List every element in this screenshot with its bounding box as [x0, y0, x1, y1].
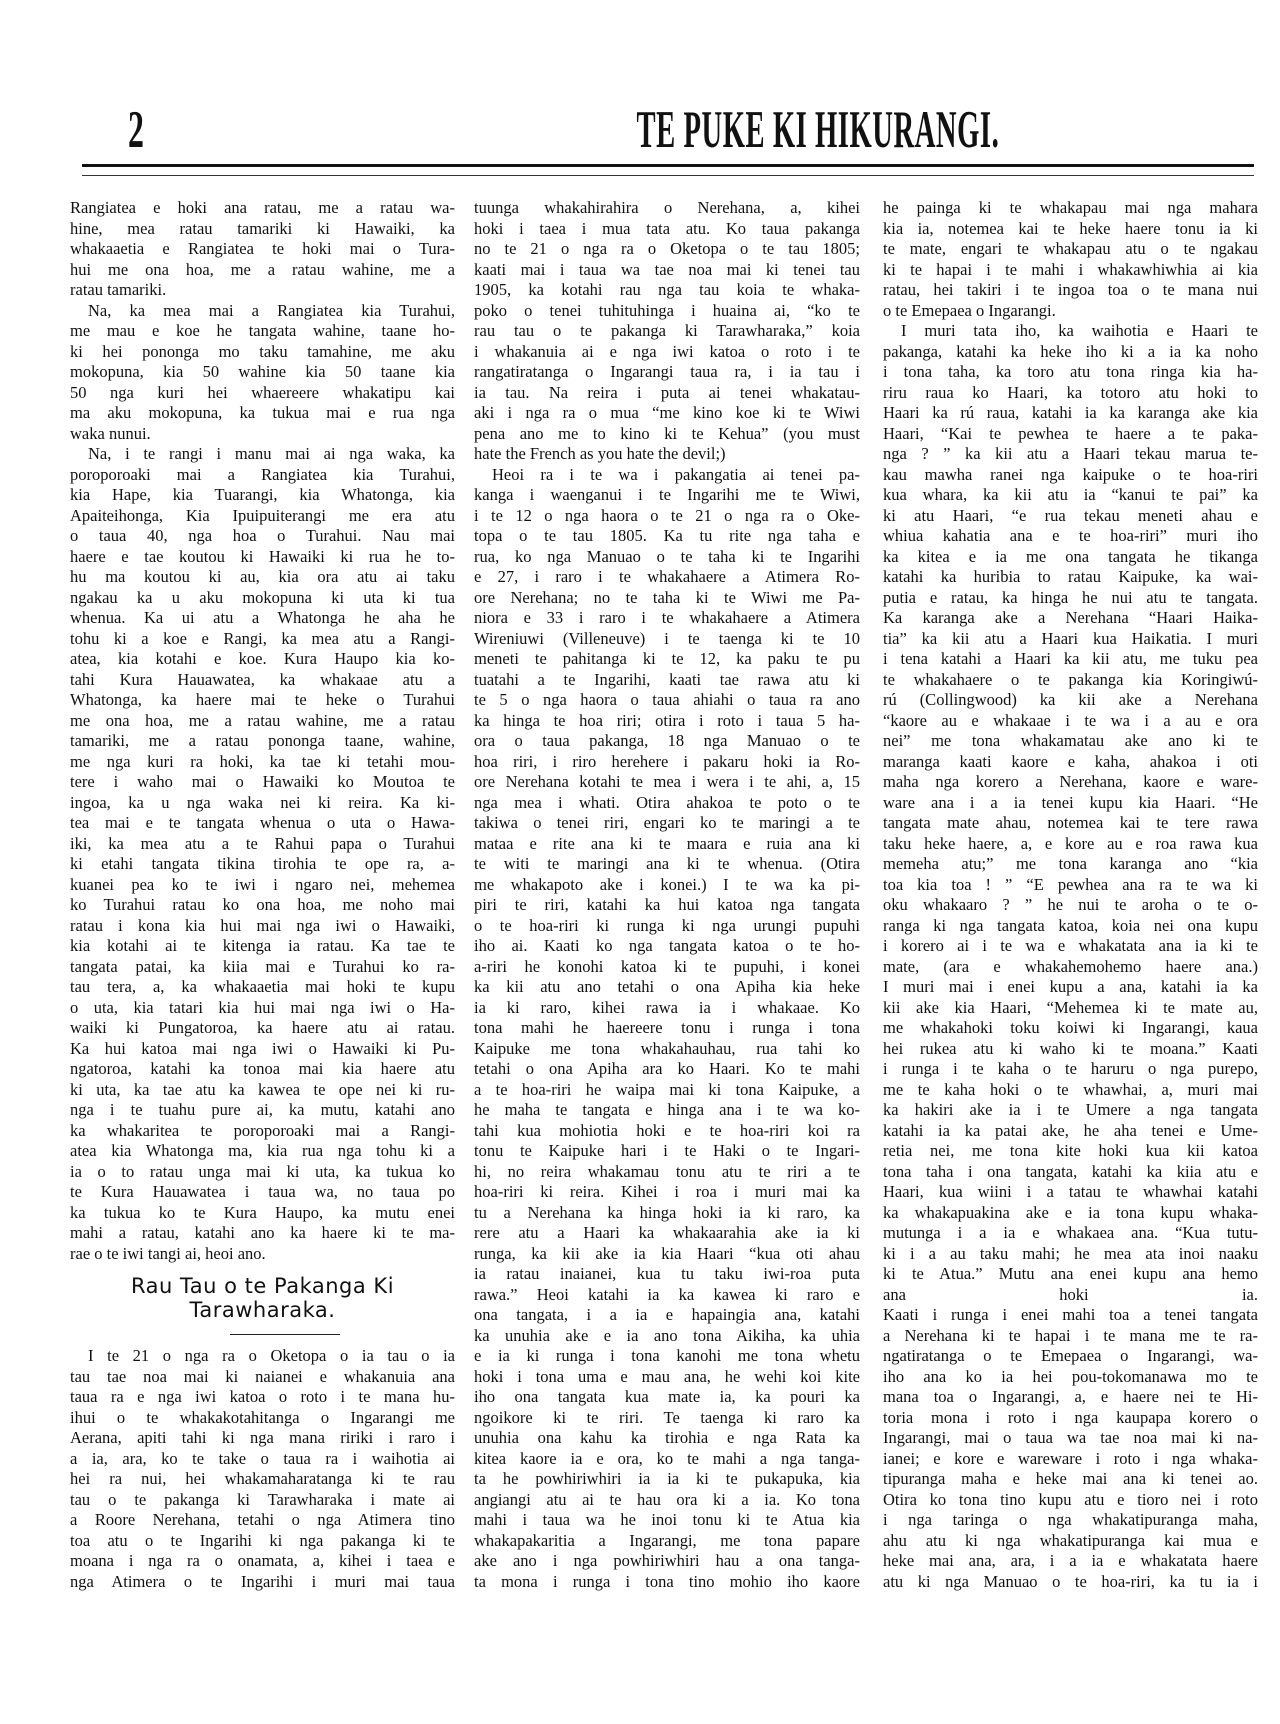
text-line: tuunga whakahirahira o Nerehana, a, kihei: [474, 198, 860, 217]
text-line: ratau i kona kia hui mai nga iwi o Hawaiki,: [70, 915, 455, 935]
text-line: tamariki, me a ratau pononga taane, wahine,: [70, 731, 455, 750]
text-line: tona taha i ona tangata, katahi ka kiia atu e: [883, 1161, 1258, 1181]
text-line: ka whakaritea te poroporoaki mai a Rangi-: [70, 1120, 455, 1140]
text-line: kanga i waenganui i te Ingarihi me te Wiwi,: [474, 485, 860, 504]
paragraph: [70, 198, 455, 301]
text-line: i korero ai i te wa e whakatata ana ia ki te: [883, 936, 1258, 955]
text-line: hoa riri, i riro herehere i pakaru hoki ia Ro-: [474, 751, 860, 771]
text-line: me te kaha hoki o te whawhai, a, muri mai: [883, 1079, 1258, 1099]
text-line: toria mona i roto i nga kaupapa korero o: [883, 1407, 1258, 1427]
text-line: ki atu Haari, “e rua tekau meneti ahau e: [883, 505, 1258, 525]
text-line: I muri mai i enei kupu a ana, katahi ia ka: [883, 977, 1258, 996]
text-line: ratau tamariki.: [70, 280, 167, 299]
text-line: mate, (ara e whakahemohemo haere ana.): [883, 956, 1258, 976]
text-line: ki i a au taku mahi; he mea ata inoi naaku: [883, 1243, 1258, 1263]
text-line: nga mea i whati. Otira ahakoa te poto o te: [474, 792, 860, 812]
text-line: ingoa, ka u nga waka nei ki reira. Ka ki-: [70, 792, 455, 812]
paragraph: [70, 301, 455, 445]
text-line: atea, kia kotahi e koe. Kura Haupo kia ko-: [70, 649, 455, 668]
text-line: ia o to ratau unga mai ki uta, ka tukua ko: [70, 1161, 455, 1181]
text-line: 1905, ka kotahi rau nga tau koia te whaka-: [474, 280, 860, 299]
text-line: maranga kaati kaore e kaha, ahakoa i oti: [883, 751, 1258, 771]
text-line: i whakanuia ai e nga iwi katoa o roto i te: [474, 341, 860, 361]
text-line: rú (Collingwood) ka kii ake a Nerehana: [883, 690, 1258, 709]
text-line: ware ana i a ia tenei kupu kia Haari. “He: [883, 792, 1258, 812]
text-line: ka kitea e ia me ona tangata he tikanga: [883, 546, 1258, 566]
text-line: takiwa o tenei riri, engari ko te maringi a te: [474, 813, 860, 832]
text-line: Otira ko tona tino kupu atu e tioro nei i roto: [883, 1489, 1258, 1509]
text-line: aki i nga ra o mua “me kino koe ki te Wiwi: [474, 403, 860, 422]
text-line: ia ki raro, kihei rawa ia i whakaae. Ko: [474, 997, 860, 1017]
text-line: a-riri he konohi katoa ki te pupuhi, i konei: [474, 956, 860, 976]
text-line: ihui o te whakakotahitanga o Ingarangi me: [70, 1407, 455, 1427]
text-line: nga ? ” ka kii atu a Haari tekau marua te-: [883, 444, 1258, 463]
text-line: riru raua ko Haari, ka totoro atu hoki to: [883, 382, 1258, 402]
text-line: ki uta, ka tae atu ka kawea te ope nei ki ru-: [70, 1079, 455, 1099]
text-line: tea mai e te tangata whenua o uta o Hawa-: [70, 813, 455, 832]
text-line: topa o te tau 1805. Ka tu rite nga taha e: [474, 526, 860, 545]
paragraph: [883, 321, 1258, 1592]
text-line: retia nei, me tona kite hoki kua kii katoa: [883, 1141, 1258, 1160]
text-line: mana toa o Ingarangi, a, e haere nei te Hi-: [883, 1387, 1258, 1406]
text-line: waiki ki Pungatoroa, ka haere atu ai ratau.: [70, 1018, 455, 1037]
text-line: ka hakiri ake ia i te Umere a nga tangata: [883, 1100, 1258, 1119]
text-line: hoki i taea i mua tata atu. Ko taua pakanga: [474, 218, 860, 238]
text-line: katahi ia ka patai ake, he aha tenei e Ume-: [883, 1120, 1258, 1140]
text-line: Haari, “Kai te pewhea te haere a te paka-: [883, 423, 1258, 443]
text-line: tetahi o ona Apiha ara ko Haari. Ko te mahi: [474, 1059, 860, 1078]
text-line: ki hei pononga mo taku tamahine, me aku: [70, 341, 455, 361]
text-line: kaati mai i taua wa tae noa mai ki tenei tau: [474, 259, 860, 279]
text-line: iki, ka mea atu a te Rahui papa o Turahui: [70, 833, 455, 853]
article-heading-line-1: Rau Tau o te Pakanga Ki: [130, 1274, 395, 1298]
text-line: e ia ki runga i tona kanohi me tona whetu: [474, 1346, 860, 1365]
text-line: ranga ki nga tangata katoa, koia nei ona kupu: [883, 915, 1258, 935]
text-line: Ingarangi, mai o taua wa tae noa mai ki na-: [883, 1428, 1258, 1447]
text-line: hei rukea atu ki waho ki te moana.” Kaati: [883, 1038, 1258, 1058]
text-line: he painga ki te whakapau mai nga mahara: [883, 198, 1258, 217]
text-line: hoki i tona uma e mau ana, he wehi koi kite: [474, 1366, 860, 1386]
text-line: tia” ka kii atu a Haari kua Haikatia. I muri: [883, 628, 1258, 648]
text-line: hine, mea ratau tamariki ki Hawaiki, ka: [70, 218, 455, 238]
text-line: me ona hoa, me a ratau wahine, me a ratau: [70, 710, 455, 730]
text-line: ki etahi tangata tikina tirohia te ope ra, a-: [70, 854, 455, 873]
text-line: putia e ratau, ka hinga he nui atu te tangata.: [883, 587, 1258, 607]
page-number: 2: [128, 101, 144, 159]
text-line: Kaipuke me tona whakahauhau, rua tahi ko: [474, 1038, 860, 1058]
text-line: nei” me tona whakamatau ake ano ki te: [883, 731, 1258, 750]
text-line: ora o taua pakanga, 18 nga Manuao o te: [474, 731, 860, 750]
text-line: I te 21 o nga ra o Oketopa o ia tau o ia: [88, 1346, 455, 1365]
text-line: ka whakapuakina ake e ia tona kupu whaka-: [883, 1202, 1258, 1222]
text-line: tangata mate ahau, notemea kai te tere rawa: [883, 813, 1258, 832]
text-line: hu ma koutou ki au, kia ora atu ai taku: [70, 567, 455, 586]
text-line: Whatonga, ka haere mai te heke o Turahui: [70, 690, 455, 709]
text-line: i nga taringa o nga whakatipuranga maha,: [883, 1510, 1258, 1529]
text-line: meneti te pahitanga ki te 12, ka paku te pu: [474, 649, 860, 668]
text-line: hate the French as you hate the devil;): [474, 444, 726, 463]
text-line: katahi ka huribia to ratau Kaipuke, ka wai-: [883, 567, 1258, 586]
text-line: moana i nga ra o onamata, a, kihei i taea e: [70, 1551, 455, 1570]
text-line: kii ake kia Haari, “Mehemea ki te mate au,: [883, 997, 1258, 1017]
text-line: ma aku mokopuna, ka tukua mai e rua nga: [70, 403, 455, 422]
text-line: tipuranga maha e heke mai ana ki tenei ao.: [883, 1469, 1258, 1488]
paragraph: [70, 444, 455, 1264]
text-line: tahi Kura Hauawatea, ka whakaae atu a: [70, 669, 455, 689]
text-line: ka kii atu ano tetahi o ona Apiha kia heke: [474, 977, 860, 996]
text-line: ake ano i nga powhiriwhiri hau a ona tanga-: [474, 1551, 860, 1570]
text-line: poroporoaki mai a Rangiatea kia Turahui,: [70, 464, 455, 484]
text-line: oku whakaaro ? ” he nui te aroha o te o-: [883, 895, 1258, 914]
text-line: Aerana, apiti tahi ki nga mana ririki i raro i: [70, 1428, 455, 1447]
text-line: te witi te maringi ana ki te whenua. (Otira: [474, 854, 860, 873]
text-line: iho ai. Kaati ko nga tangata katoa o te ho-: [474, 936, 860, 955]
text-line: mahi a ratau, katahi ano ka haere ki te ma-: [70, 1223, 455, 1242]
paragraph: [70, 1346, 455, 1592]
text-line: maha nga korero a Nerehana, kaore e ware-: [883, 772, 1258, 791]
text-line: ore Nerehana kotahi te mea i wera i te ahi, a, 15: [474, 772, 860, 791]
text-line: whakapakaritia a Ingarangi, me tona papare: [474, 1530, 860, 1550]
text-line: ki te Atua.” Mutu ana enei kupu ana hemo: [883, 1264, 1258, 1283]
text-line: angiangi atu ai te hau ora ki a ia. Ko tona: [474, 1489, 860, 1509]
text-line: taua ra e nga iwi katoa o roto i te mana hu-: [70, 1387, 455, 1406]
text-line: tere i waho mai o Hawaiki ko Moutoa te: [70, 772, 455, 791]
text-line: 50 nga kuri hei whaereere whakatipu kai: [70, 382, 455, 402]
text-line: kia ia, notemea kai te heke haere tonu ia ki: [883, 218, 1258, 238]
text-line: tangata patai, ka kiia mai e Turahui ko ra-: [70, 956, 455, 976]
text-line: iho ana ko ia hei pou-tokomanawa mo te: [883, 1366, 1258, 1386]
text-line: no te 21 o nga ra o Oketopa o te tau 1805;: [474, 239, 860, 258]
text-line: a Nerehana ki te hapai i te mana me te ra-: [883, 1325, 1258, 1345]
text-line: te Kura Hauawatea i taua wa, no taua po: [70, 1182, 455, 1201]
text-line: tonu te Kaipuke hari i te Haki o te Ingari-: [474, 1141, 860, 1160]
text-line: ona tangata, i a ia e hapaingia ana, katahi: [474, 1305, 860, 1324]
text-line: Apaiteihonga, Kia Ipuipuiterangi me era atu: [70, 505, 455, 525]
text-line: ana hoki ia.: [883, 1284, 1258, 1304]
text-line: tau tae noa mai ki naianei e whakanuia ana: [70, 1366, 455, 1386]
text-line: Na, i te rangi i manu mai ai nga waka, ka: [88, 444, 455, 463]
text-line: iho ona tangata kua mate ia, ka pouri ka: [474, 1387, 860, 1406]
masthead: [482, 101, 1000, 159]
paragraph: [474, 198, 860, 465]
text-line: whenua. Ka ui atu a Whatonga he aha he: [70, 608, 455, 627]
text-line: i runga i te kaha o te haruru o nga purepo,: [883, 1059, 1258, 1078]
text-line: atu ki nga Manuao o te hoa-riri, ka tu ia i: [883, 1571, 1258, 1591]
article-heading: [70, 1274, 455, 1322]
text-line: rua, ko nga Manuao o te taha ki te Ingarihi: [474, 546, 860, 566]
text-line: memeha atu;” me tona karanga ano “kia: [883, 854, 1258, 873]
text-line: haere e tae koutou ki Hawaiki ki rua he to-: [70, 546, 455, 566]
text-line: tau o te pakanga ki Tarawharaka i mate ai: [70, 1489, 455, 1509]
column-1-bottom: [70, 1346, 455, 1592]
text-line: ratau, hei takiri i te ingoa toa o te mana nui: [883, 280, 1258, 299]
text-line: a ia, ara, ko te take o taua ra i waihotia ai: [70, 1448, 455, 1468]
text-line: mutunga i a ia e whakaea ana. “Kua tutu-: [883, 1223, 1258, 1242]
text-line: rere atu a Haari ka whakaarahia ake ia ki: [474, 1223, 860, 1242]
text-line: unuhia ona kahu ka tirohia e nga Rata ka: [474, 1428, 860, 1447]
paragraph: [883, 198, 1258, 321]
column-2: [474, 198, 860, 1592]
text-line: ianei; e kore e wareware i roto i nga whaka-: [883, 1448, 1258, 1468]
text-line: Rangiatea e hoki ana ratau, me a ratau wa-: [70, 198, 455, 217]
text-line: rae o te iwi tangi ai, heoi ano.: [70, 1243, 266, 1263]
article-heading-line-2: Tarawharaka.: [189, 1298, 336, 1322]
text-line: tuatahi a te Ingarihi, kaati tae rawa atu ki: [474, 669, 860, 689]
text-line: Heoi ra i te wa i pakangatia ai tenei pa-: [492, 464, 860, 484]
text-line: ki te hapai i te mahi i whakawhiwhia ai kia: [883, 259, 1258, 279]
text-line: hi, no reira whakamau tonu atu te riri a te: [474, 1161, 860, 1181]
paragraph: [474, 465, 860, 1593]
text-line: tahi kua mohiotia hoki e te hoa-riri koi ra: [474, 1120, 860, 1140]
text-line: nga i te tuahu pure ai, ka mutu, katahi ano: [70, 1100, 455, 1119]
text-line: a te hoa-riri he waipa mai ki tona Kaipuke, a: [474, 1079, 860, 1099]
text-line: i tena katahi a Haari ka kii atu, me tuku pea: [883, 649, 1258, 668]
text-line: he maha te tangata e hinga ana i te wa ko-: [474, 1100, 860, 1119]
text-line: rawa.” Heoi katahi ia ka kawea ki raro e: [474, 1284, 860, 1304]
text-line: Wireniuwi (Villeneuve) i te taenga ki te 10: [474, 628, 860, 648]
text-line: toa atu o te Ingarihi ki nga pakanga ki te: [70, 1530, 455, 1550]
newspaper-title: TE PUKE KI HIKURANGI.: [636, 101, 1000, 159]
text-line: ngoikore ki te riri. Te taenga ki raro ka: [474, 1407, 860, 1427]
column-3: [883, 198, 1258, 1592]
text-line: ia tau. Na reira i puta ai tenei whakatau-: [474, 382, 860, 402]
text-line: kitea kaore ia e ora, ko te mahi a nga tanga-: [474, 1448, 860, 1468]
text-line: waka nunui.: [70, 423, 151, 443]
text-line: Ka karanga ake a Nerehana “Haari Haika-: [883, 608, 1258, 627]
text-line: o te hoa-riri ki runga ki nga urungi pupuhi: [474, 915, 860, 935]
text-line: a Roore Nerehana, tetahi o nga Atimera tino: [70, 1510, 455, 1529]
text-line: niora e 33 i raro i te whakahaere a Atimera: [474, 608, 860, 627]
text-line: piri te riri, katahi ka hui katoa nga tangata: [474, 895, 860, 914]
text-line: ahu atu ki nga whakatipuranga kai mua e: [883, 1530, 1258, 1550]
text-line: pena ano me to kino ki te Kehua” (you must: [474, 423, 860, 443]
text-line: e 27, i raro i te whakahaere a Atimera Ro-: [474, 567, 860, 586]
text-line: taku heke haere, a, e kore au e roa rawa kua: [883, 833, 1258, 853]
text-line: tu a Nerehana ka hinga hoki ia ki raro, ka: [474, 1202, 860, 1222]
text-line: mahi i taua wa he inoi tonu ki te Atua kia: [474, 1510, 860, 1529]
text-line: whakaaetia e Rangiatea te hoki mai o Tura-: [70, 239, 455, 258]
text-line: ta he powhiriwhiri ia ia ki te pukapuka, kia: [474, 1469, 860, 1488]
text-line: me whakapoto ake i konei.) I te wa ka pi-: [474, 874, 860, 894]
text-line: Na, ka mea mai a Rangiatea kia Turahui,: [88, 300, 455, 320]
text-line: me nga kuri ra hoki, ka tae ki tetahi mou-: [70, 751, 455, 771]
text-line: kua whara, ka kii atu ia “kanui te pai” ka: [883, 485, 1258, 504]
text-line: i tona taha, ka toro atu tona ringa kia ha-: [883, 362, 1258, 381]
text-line: rangatiratanga o Ingarangi taua ra, i ia tau i: [474, 362, 860, 381]
text-line: mokopuna, kia 50 wahine kia 50 taane kia: [70, 362, 455, 381]
text-line: kia Hape, kia Tuarangi, kia Whatonga, kia: [70, 485, 455, 504]
text-line: kau mawha ranei nga kaipuke o te hoa-riri: [883, 464, 1258, 484]
text-line: I muri tata iho, ka waihotia e Haari te: [901, 321, 1258, 340]
text-line: hoa-riri ki reira. Kihei i roa i muri mai ka: [474, 1182, 860, 1201]
text-line: me mau e koe he tangata wahine, taane ho-: [70, 321, 455, 340]
text-line: ka hinga te hoa riri; otira i roto i taua 5 ha-: [474, 710, 860, 730]
text-line: poko o tenei tuhituhinga i huaina ai, “ko te: [474, 300, 860, 320]
text-line: tohu ki a koe e Rangi, ka mea atu a Rangi-: [70, 628, 455, 648]
text-line: te whakahaere o te pakanga kia Koringiwú-: [883, 669, 1258, 689]
text-line: nga Atimera o te Ingarihi i muri mai taua: [70, 1571, 455, 1591]
text-line: o te Emepaea o Ingarangi.: [883, 300, 1056, 320]
text-line: o uta, kia tatari kia hui mai nga iwi o Ha-: [70, 997, 455, 1017]
text-line: rau tau o te pakanga ki Tarawharaka,” koia: [474, 321, 860, 340]
text-line: Ka hui katoa mai nga iwi o Hawaiki ki Pu-: [70, 1038, 455, 1058]
text-line: ngatoroa, katahi ka tonoa mai kia haere atu: [70, 1059, 455, 1078]
text-line: pakanga, katahi ka heke iho ki a ia ka noho: [883, 341, 1258, 361]
text-line: te 5 o nga haora o taua ahiahi o taua ra ano: [474, 690, 860, 709]
text-line: mataa e rite ana ki te maara e ruia ana ki: [474, 833, 860, 853]
text-line: heke mai ana, ara, i a ia e whakatata haere: [883, 1551, 1258, 1570]
text-line: ko Turahui ratau ko ona hoa, me noho mai: [70, 895, 455, 914]
text-line: whiua kahatia ana e te hoa-riri” muri iho: [883, 526, 1258, 545]
heading-divider: [230, 1334, 340, 1335]
text-line: te mate, engari te whakapau atu o te ngakau: [883, 239, 1258, 258]
text-line: Haari ka rú raua, katahi ia ka karanga ake kia: [883, 403, 1258, 422]
text-line: ka unuhia ake e ia ano tona Aikiha, ka uhia: [474, 1325, 860, 1345]
column-1-top: [70, 198, 455, 1264]
text-line: hei ra nui, hei whakamaharatanga ki te rau: [70, 1469, 455, 1488]
text-line: atea kia Whatonga ma, kia rua nga tohu ki a: [70, 1141, 455, 1160]
text-line: runga, ka kii ake ia kia Haari “kua oti ahau: [474, 1243, 860, 1263]
header-rule-thin: [82, 175, 1254, 176]
text-line: ngakau ka u aku mokopuna ki uta ki tua: [70, 587, 455, 607]
text-line: tona mahi he haereere tonu i runga i tona: [474, 1018, 860, 1037]
text-line: hui me ona hoa, me a ratau wahine, me a: [70, 259, 455, 279]
text-line: ia ratau inaianei, kua tu taku iwi-roa puta: [474, 1264, 860, 1283]
text-line: kia kotahi ai te kitenga ia ratau. Ka tae te: [70, 936, 455, 955]
text-line: me whakahoki toku koiwi ki Ingarangi, kaua: [883, 1018, 1258, 1037]
text-line: Haari, kua wiini i a tatau te whawhai katahi: [883, 1182, 1258, 1201]
text-line: “kaore au e whakaae i te wa i a au e ora: [883, 710, 1258, 730]
text-line: tau tera, a, ka whakaaetia mai hoki te kupu: [70, 977, 455, 996]
text-line: kuanei pea ko te iwi i ngaro nei, mehemea: [70, 874, 455, 894]
text-line: Kaati i runga i enei mahi toa a tenei tangata: [883, 1305, 1258, 1324]
text-line: i te 12 o nga haora o te 21 o nga ra o Oke-: [474, 505, 860, 525]
header-rule-thick: [82, 164, 1254, 167]
text-line: ngatiratanga o te Emepaea o Ingarangi, wa-: [883, 1346, 1258, 1365]
text-line: ka tukua ko te Kura Haupo, ka mutu enei: [70, 1202, 455, 1222]
text-line: toa kia toa ! ” “E pewhea ana ra te wa ki: [883, 874, 1258, 894]
text-line: ore Nerehana; no te taha ki te Wiwi me Pa-: [474, 587, 860, 607]
text-line: ta mona i runga i tona tino mohio iho kaore: [474, 1571, 860, 1591]
text-line: o taua 40, nga hoa o Turahui. Nau mai: [70, 526, 455, 545]
